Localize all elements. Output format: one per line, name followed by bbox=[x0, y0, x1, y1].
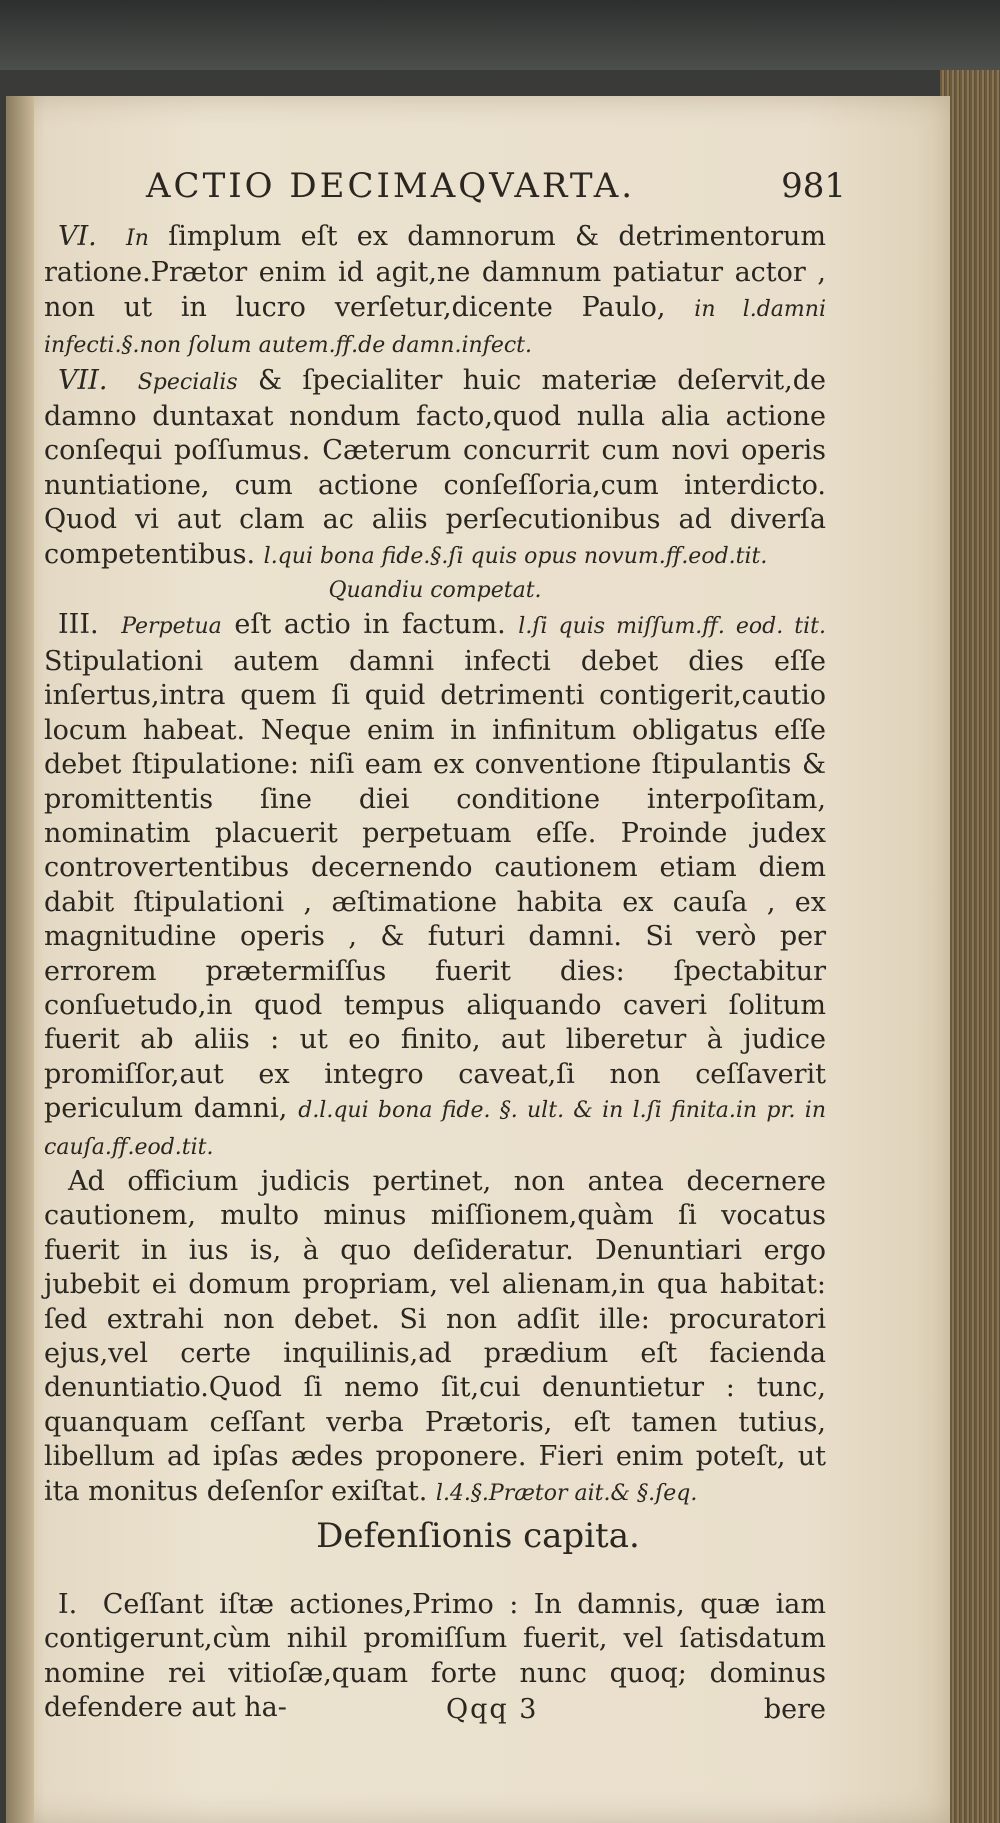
paragraph-text: eſt actio in factum. bbox=[234, 609, 506, 641]
running-title: ACTIO DECIMAQVARTA. bbox=[146, 166, 636, 206]
subheading: Quandiu competat. bbox=[328, 578, 542, 604]
catchword: bere bbox=[763, 1694, 826, 1725]
paragraph-text: Ad officium judicis pertinet, non antea decernere cautionem, multo minus miſſionem,quàm ſi vocatus fuerit in ius is, à quo deſideratur. Denuntiari ergo jubebit ei domum propriam, vel alienam,in qua habitat: ſed extrahi non debet. Si non adſit ille: procuratori ejus,vel certe inquilinis,ad prædium eſt facienda denuntiatio.Quod ſi nemo ſit,cui denuntietur : tunc, quanquam ceſſant verba Prætoris, eſt tamen tutius, libellum ad ipſas ædes proponere. Fieri enim poteſt, ut ita monitus deſenſor exiſtat. bbox=[44, 1165, 826, 1507]
running-head bbox=[146, 166, 846, 216]
book-page bbox=[6, 96, 950, 1823]
citation: in l.damni infecti.§.non ſolum autem.ff.de damn.infect. bbox=[44, 296, 826, 359]
paragraph-number: VII. bbox=[58, 364, 108, 396]
paragraph-text: & ſpecialiter huic materiæ deſervit,de damno duntaxat nondum facto,quod nulla alia actione conſequi poſſumus. Cæterum concurrit cum novi operis nuntiatione, cum actione conſeſſoria,cum interdicto. Quod vi aut clam ac aliis perſecutionibus ad diverſa competentibus. bbox=[44, 364, 826, 570]
paragraph-number: I. bbox=[58, 1589, 78, 1620]
binding-gutter bbox=[6, 96, 34, 1823]
main-text bbox=[44, 220, 826, 1511]
paragraph-vii bbox=[44, 364, 826, 574]
section-heading: Defenſionis capita. bbox=[316, 1516, 640, 1556]
page-number: 981 bbox=[781, 166, 846, 206]
citation: l.4.§.Prætor ait.& §.ſeq. bbox=[435, 1480, 698, 1506]
paragraph-officium bbox=[44, 1165, 826, 1511]
paragraph-text: Ceſſant iſtæ actiones,Primo : In damnis, quæ iam contigerunt,cùm nihil promiſſum fuerit, vel ſatisdatum nomine rei vitioſæ,quam forte nunc quoq; dominus defendere aut ha- bbox=[44, 1589, 826, 1724]
paragraph-text: ſimplum eſt ex damnorum & detrimentorum ratione.Prætor enim id agit,ne damnum patiatur actor , non ut in lucro verſetur,dicente Paulo, bbox=[44, 221, 826, 323]
signature-mark: Qqq 3 bbox=[446, 1694, 539, 1725]
dark-background bbox=[0, 0, 1000, 70]
citation: d.l.qui bona fide. §. ult. & in l.ſi finita.in pr. in cauſa.ff.eod.tit. bbox=[44, 1098, 826, 1160]
page-footer bbox=[446, 1694, 826, 1734]
paragraph-iii bbox=[44, 608, 826, 1165]
paragraph-vi bbox=[44, 220, 826, 364]
paragraph-number: III. bbox=[58, 609, 99, 641]
paragraph-lead: In bbox=[126, 226, 149, 251]
paragraph-continuation: Stipulationi autem damni infecti debet dies eſſe inſertus,intra quem ſi quid detrimenti contigerit,cautio locum habeat. Neque enim in infinitum obligatus eſſe debet ſtipulatione: niſi eam ex conventione ſtipulantis & promittentis ſine diei conditione interpoſitam, nominatim placuerit perpetuam eſſe. Proinde judex controvertentibus decernendo cautionem etiam diem dabit ſtipulationi , æſtimatione habita ex cauſa , ex magnitudine operis , & futuri damni. Si verò per errorem prætermiſſus fuerit dies: ſpectabitur conſuetudo,in quod tempus aliquando caveri ſolitum fuerit ab aliis : ut eo finito, aut liberetur à judice promiſſor,aut ex integro caveat,ſi non ceſſaverit periculum damni, bbox=[44, 645, 826, 1125]
paragraph-lead: Perpetua bbox=[121, 614, 222, 640]
paragraph-lead: Specialis bbox=[137, 369, 238, 395]
paragraph-number: VI. bbox=[58, 221, 97, 252]
citation: l.qui bona fide.§.ſi quis opus novum.ff.eod.tit. bbox=[263, 543, 768, 569]
citation: l.ſi quis miſſum.ff. eod. tit. bbox=[518, 614, 826, 640]
